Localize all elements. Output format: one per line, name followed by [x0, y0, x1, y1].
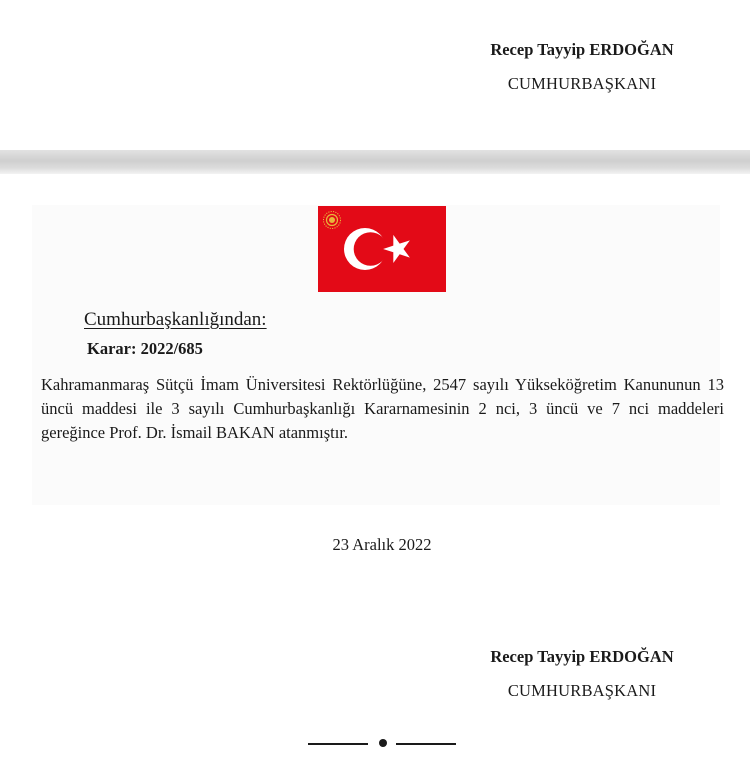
decision-number: Karar: 2022/685	[87, 339, 203, 358]
decree-date: 23 Aralık 2022	[332, 535, 432, 554]
top-signature-name: Recep Tayyip ERDOĞAN	[490, 40, 674, 59]
divider-line-right	[396, 743, 456, 745]
top-signature-block	[432, 40, 732, 94]
bottom-signature-block	[432, 647, 732, 701]
section-end-divider-icon	[308, 733, 458, 753]
bottom-signature-title: CUMHURBAŞKANI	[507, 681, 657, 700]
turkish-flag-icon	[318, 206, 446, 292]
decree-body-text: Kahramanmaraş Sütçü İmam Üniversitesi Rektörlüğüne, 2547 sayılı Yükseköğretim Kanununun 13 üncü maddesi ile 3 sayılı Cumhurbaşkanlığı Kararnamesinin 2 nci, 3 üncü ve 7 nci maddeleri gereğince Prof. Dr. İsmail BAKAN atanmıştır.	[41, 375, 724, 442]
divider-dot	[379, 739, 387, 747]
divider-line-left	[308, 743, 368, 745]
page-separator	[0, 150, 750, 174]
issuing-institution: Cumhurbaşkanlığından:	[84, 309, 267, 330]
top-signature-title: CUMHURBAŞKANI	[507, 74, 657, 93]
bottom-signature-name: Recep Tayyip ERDOĞAN	[490, 647, 674, 666]
